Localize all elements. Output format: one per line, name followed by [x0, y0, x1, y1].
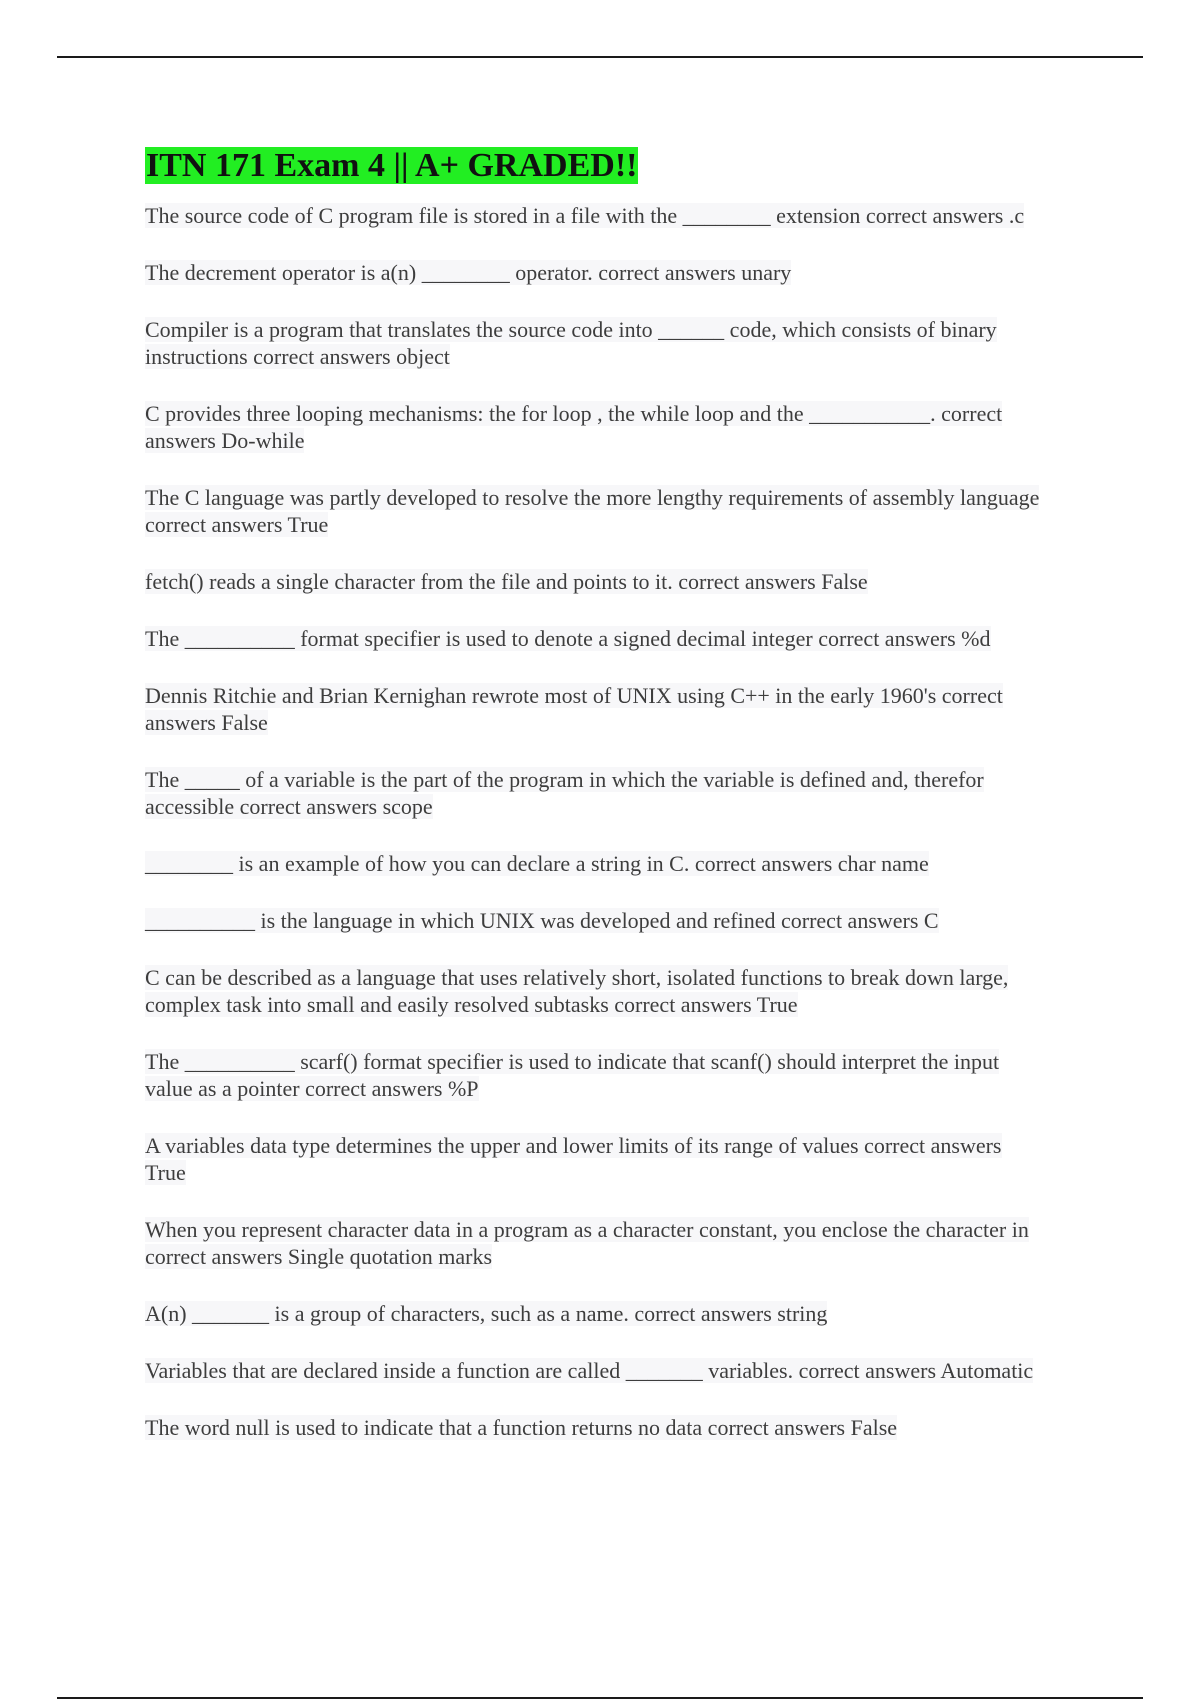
question-item: Compiler is a program that translates the source code into ______ code, which consists of binary instructions correct answers object	[145, 317, 997, 369]
question-item: Variables that are declared inside a function are called _______ variables. correct answers Automatic	[145, 1358, 1034, 1383]
question-item: A variables data type determines the upper and lower limits of its range of values correct answers True	[145, 1133, 1002, 1185]
header-rule	[57, 56, 1143, 58]
question-item: A(n) _______ is a group of characters, such as a name. correct answers string	[145, 1301, 828, 1326]
question-item: The __________ scarf() format specifier is used to indicate that scanf() should interpret the input value as a pointer correct answers %P	[145, 1049, 1000, 1101]
question-item: __________ is the language in which UNIX was developed and refined correct answers C	[145, 908, 939, 933]
footer-rule	[57, 1697, 1143, 1699]
question-item: C can be described as a language that uses relatively short, isolated functions to break down large, complex task into small and easily resolved subtasks correct answers True	[145, 965, 1009, 1017]
document-body	[145, 144, 1045, 1471]
question-list	[145, 202, 1045, 1441]
question-item: The C language was partly developed to resolve the more lengthy requirements of assembly language correct answers True	[145, 485, 1040, 537]
question-item: Dennis Ritchie and Brian Kernighan rewrote most of UNIX using C++ in the early 1960's correct answers False	[145, 683, 1003, 735]
question-item: C provides three looping mechanisms: the for loop , the while loop and the ___________. correct answers Do-while	[145, 401, 1003, 453]
question-item: The decrement operator is a(n) ________ operator. correct answers unary	[145, 260, 792, 285]
document-title: ITN 171 Exam 4 || A+ GRADED!!	[146, 147, 638, 184]
question-item: ________ is an example of how you can declare a string in C. correct answers char name	[145, 851, 929, 876]
question-item: The _____ of a variable is the part of the program in which the variable is defined and, therefor accessible correct answers scope	[145, 767, 984, 819]
question-item: The source code of C program file is stored in a file with the ________ extension correct answers .c	[145, 203, 1025, 228]
question-item: When you represent character data in a program as a character constant, you enclose the character in correct answers Single quotation marks	[145, 1217, 1029, 1269]
question-item: fetch() reads a single character from the file and points to it. correct answers False	[145, 569, 868, 594]
question-item: The word null is used to indicate that a function returns no data correct answers False	[145, 1415, 898, 1440]
question-item: The __________ format specifier is used to denote a signed decimal integer correct answers %d	[145, 626, 991, 651]
